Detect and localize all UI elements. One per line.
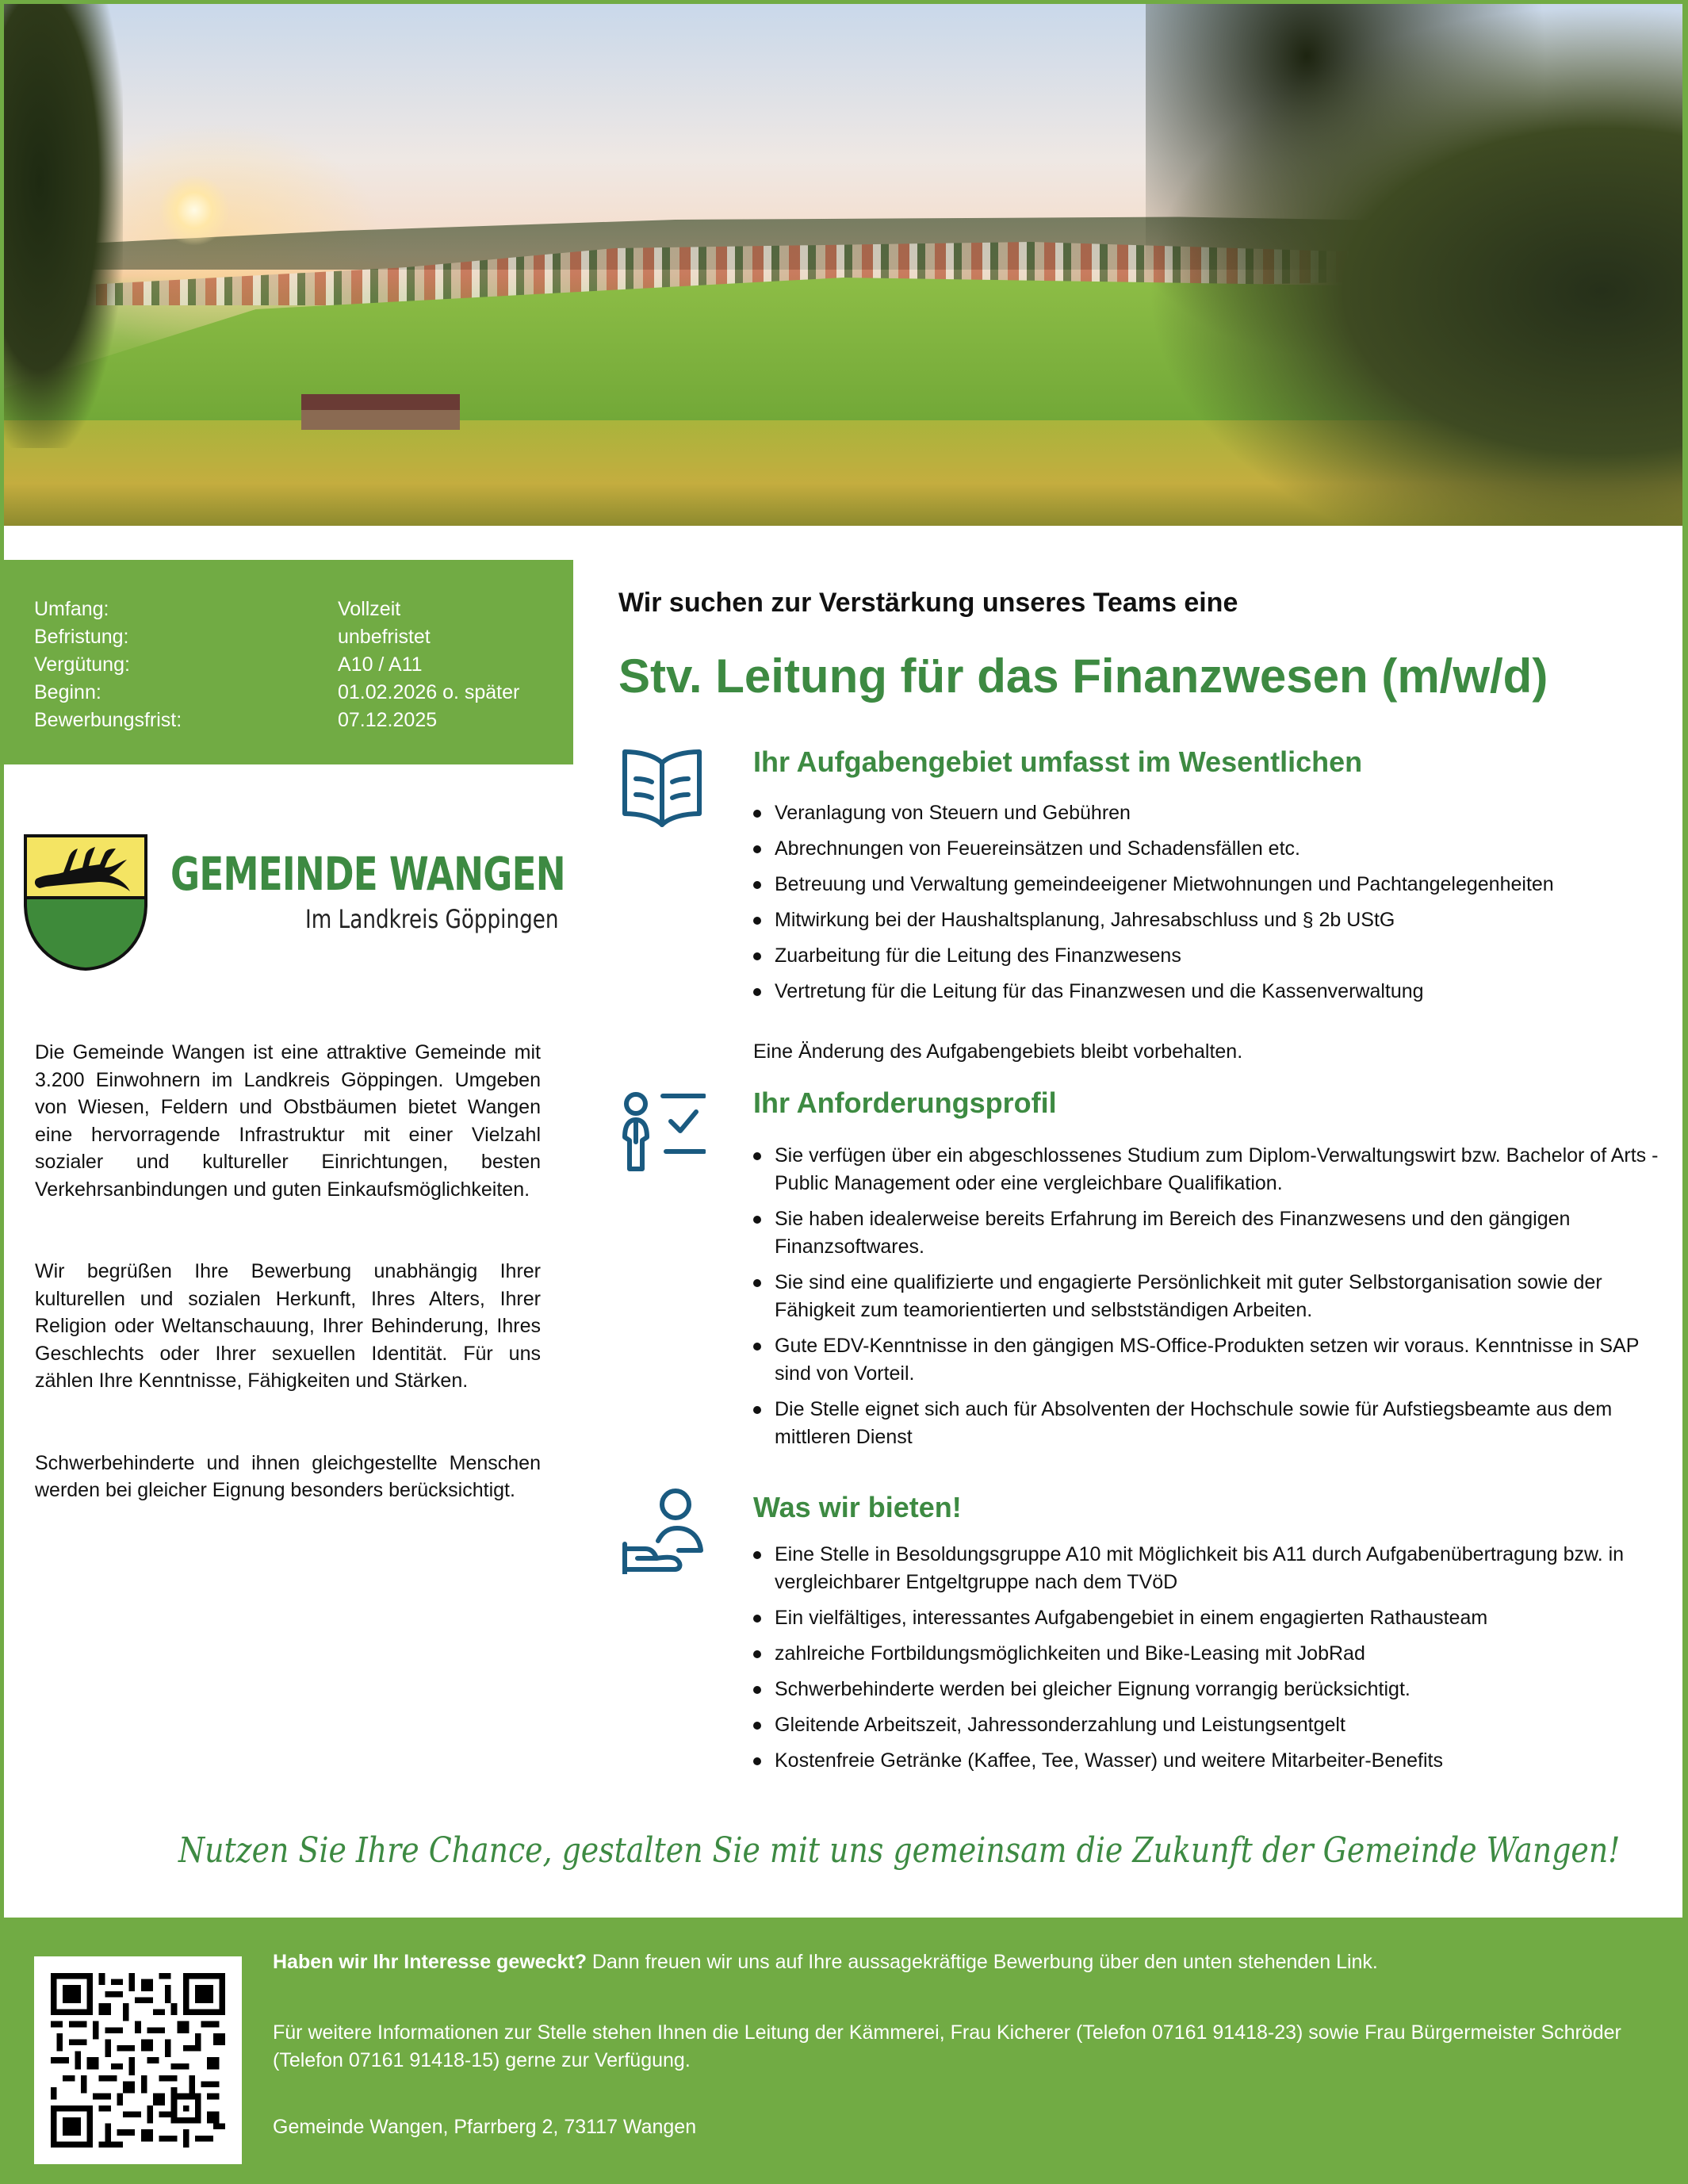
about-paragraph: Die Gemeinde Wangen ist eine attraktive Gemeinde mit 3.200 Einwohnern im Landkreis Göppingen. Umgeben von Wiesen, Feldern und Obstbäumen bietet Wangen eine hervorragende Infrastruktur mit einer Vielzahl sozialer und kultureller Einrichtungen, besten Verkehrsanbindungen und guten Einkaufsmöglichkeiten. xyxy=(35,1041,541,1201)
intro-line: Wir suchen zur Verstärkung unseres Teams eine xyxy=(618,588,1238,618)
tasks-note: Eine Änderung des Aufgabengebiets bleibt vorbehalten. xyxy=(753,1040,1243,1063)
qr-code-box[interactable] xyxy=(34,1956,242,2164)
fact-label: Befristung: xyxy=(34,626,129,648)
fact-label: Bewerbungsfrist: xyxy=(34,709,182,731)
slogan: Nutzen Sie Ihre Chance, gestalten Sie mit uns gemeinsam die Zukunft der Gemeinde Wangen! xyxy=(178,1830,1621,1871)
fact-label: Umfang: xyxy=(34,598,109,620)
logo-subtitle: Im Landkreis Göppingen xyxy=(305,904,559,934)
job-facts-box xyxy=(4,560,573,764)
list-item: Die Stelle eignet sich auch für Absolventen der Hochschule sowie für Aufstiegsbeamte aus dem mittleren Dienst xyxy=(753,1396,1673,1451)
fact-label: Vergütung: xyxy=(34,653,130,676)
interest-text xyxy=(273,1951,1378,1974)
section-heading: Ihr Anforderungsprofil xyxy=(753,1086,1057,1119)
interest-question: Haben wir Ihr Interesse geweckt? xyxy=(273,1951,587,1973)
footer xyxy=(0,1918,1688,2184)
section-heading: Ihr Aufgabengebiet umfasst im Wesentlichen xyxy=(753,745,1363,778)
list-item: Kostenfreie Getränke (Kaffee, Tee, Wasser) und weitere Mitarbeiter-Benefits xyxy=(753,1747,1673,1775)
logo-name: GEMEINDE WANGEN xyxy=(170,847,565,901)
list-item: Gleitende Arbeitszeit, Jahressonderzahlung und Leistungsentgelt xyxy=(753,1711,1673,1739)
list-item: Ein vielfältiges, interessantes Aufgabengebiet in einem engagierten Rathausteam xyxy=(753,1604,1673,1632)
list-item: Zuarbeitung für die Leitung des Finanzwesens xyxy=(753,942,1673,970)
interest-rest: Dann freuen wir uns auf Ihre aussagekräftige Bewerbung über den unten stehenden Link. xyxy=(586,1951,1378,1973)
tree-right xyxy=(1146,4,1682,526)
requirements-list xyxy=(753,1142,1673,1459)
open-book-icon xyxy=(618,745,706,833)
list-item: Schwerbehinderte werden bei gleicher Eignung vorrangig berücksichtigt. xyxy=(753,1676,1673,1703)
about-municipality xyxy=(35,1039,541,1559)
fact-row xyxy=(34,679,573,707)
list-item: Betreuung und Verwaltung gemeindeeigener Mietwohnungen und Pachtangelegenheiten xyxy=(753,871,1673,899)
barn xyxy=(301,394,460,430)
task-list xyxy=(753,799,1673,1013)
list-item: Sie verfügen über ein abgeschlossenes Studium zum Diplom-Verwaltungswirt bzw. Bachelor of Arts - Public Management oder eine vergleichbare Qualifikation. xyxy=(753,1142,1673,1197)
fact-value: 07.12.2025 xyxy=(338,709,438,731)
list-item: Mitwirkung bei der Haushaltsplanung, Jahresabschluss und § 2b UStG xyxy=(753,906,1673,934)
fact-value: unbefristet xyxy=(338,626,431,648)
list-item: Sie sind eine qualifizierte und engagierte Persönlichkeit mit guter Selbstorganisation sowie der Fähigkeit zum teamorientierten und selbstständigen Arbeiten. xyxy=(753,1269,1673,1324)
fact-label: Beginn: xyxy=(34,681,101,703)
fact-value: 01.02.2026 o. später xyxy=(338,681,520,703)
hero-photo xyxy=(4,4,1682,526)
fact-row xyxy=(34,623,573,651)
section-heading: Was wir bieten! xyxy=(753,1491,962,1523)
person-hand-offer-icon xyxy=(618,1487,706,1574)
coat-of-arms-icon xyxy=(22,833,149,971)
list-item: Eine Stelle in Besoldungsgruppe A10 mit Möglichkeit bis A11 durch Aufgabenübertragung bzw. in vergleichbarer Entgeltgruppe nach dem TVöD xyxy=(753,1541,1673,1596)
fact-row xyxy=(34,596,573,623)
address: Gemeinde Wangen, Pfarrberg 2, 73117 Wangen xyxy=(273,2116,697,2138)
list-item: Veranlagung von Steuern und Gebühren xyxy=(753,799,1673,827)
municipality-logo xyxy=(20,833,565,971)
list-item: Vertretung für die Leitung für das Finanzwesen und die Kassenverwaltung xyxy=(753,978,1673,1006)
list-item: Gute EDV-Kenntnisse in den gängigen MS-Office-Produkten setzen wir voraus. Kenntnisse in SAP sind von Vorteil. xyxy=(753,1332,1673,1388)
fact-row xyxy=(34,707,573,734)
disability-paragraph: Schwerbehinderte und ihnen gleichgestellte Menschen werden bei gleicher Eignung besonders berücksichtigt. xyxy=(35,1451,541,1501)
contact-info: Für weitere Informationen zur Stelle stehen Ihnen die Leitung der Kämmerei, Frau Kicherer (Telefon 07161 91418-23) sowie Frau Bürgermeister Schröder (Telefon 07161 91418-15) gerne zur Verfügung. xyxy=(273,2021,1621,2071)
qr-code-icon xyxy=(51,1973,225,2148)
fact-value: A10 / A11 xyxy=(338,653,423,676)
list-item: Sie haben idealerweise bereits Erfahrung im Bereich des Finanzwesens und den gängigen Finanzsoftwares. xyxy=(753,1205,1673,1261)
list-item: zahlreiche Fortbildungsmöglichkeiten und Bike-Leasing mit JobRad xyxy=(753,1640,1673,1668)
job-title: Stv. Leitung für das Finanzwesen (m/w/d) xyxy=(618,649,1548,703)
fact-value: Vollzeit xyxy=(338,598,401,620)
sun xyxy=(159,174,230,246)
list-item: Abrechnungen von Feuereinsätzen und Schadensfällen etc. xyxy=(753,835,1673,863)
diversity-paragraph: Wir begrüßen Ihre Bewerbung unabhängig Ihrer kulturellen und sozialen Herkunft, Ihres Alters, Ihrer Religion oder Weltanschauung, Ihrer Behinderung, Ihres Geschlechts oder Ihrer sexuellen Identität. Für uns zählen Ihre Kenntnisse, Fähigkeiten und Stärken. xyxy=(35,1260,541,1392)
person-checklist-icon xyxy=(618,1086,706,1174)
benefits-list xyxy=(753,1541,1673,1783)
fact-row xyxy=(34,651,573,679)
tree-left xyxy=(4,4,123,448)
